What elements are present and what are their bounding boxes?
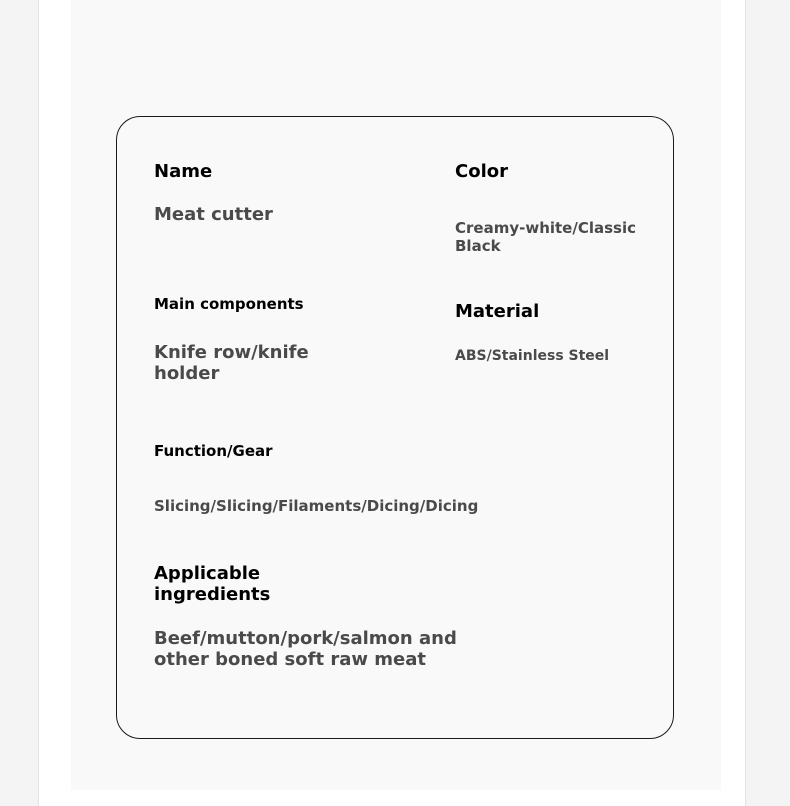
function-gear-value: Slicing/Slicing/Filaments/Dicing/Dicing bbox=[154, 497, 479, 515]
main-components-label: Main components bbox=[154, 295, 304, 313]
content-panel bbox=[71, 0, 721, 790]
applicable-ingredients-label-line2: ingredients bbox=[154, 584, 271, 605]
name-value: Meat cutter bbox=[154, 204, 273, 225]
applicable-ingredients-value-line2: other boned soft raw meat bbox=[154, 649, 426, 670]
color-value: Creamy-white/Classic Black bbox=[455, 219, 636, 255]
applicable-ingredients-label-line1: Applicable bbox=[154, 563, 261, 584]
material-label: Material bbox=[455, 301, 540, 322]
main-components-value-line2: holder bbox=[154, 363, 220, 384]
name-label: Name bbox=[154, 161, 213, 182]
spec-card bbox=[116, 116, 674, 739]
material-value: ABS/Stainless Steel bbox=[455, 348, 610, 364]
product-page bbox=[38, 0, 746, 806]
color-label: Color bbox=[455, 161, 508, 182]
main-components-value-line1: Knife row/knife bbox=[154, 342, 309, 363]
applicable-ingredients-value-line1: Beef/mutton/pork/salmon and bbox=[154, 628, 457, 649]
function-gear-label: Function/Gear bbox=[154, 442, 273, 460]
